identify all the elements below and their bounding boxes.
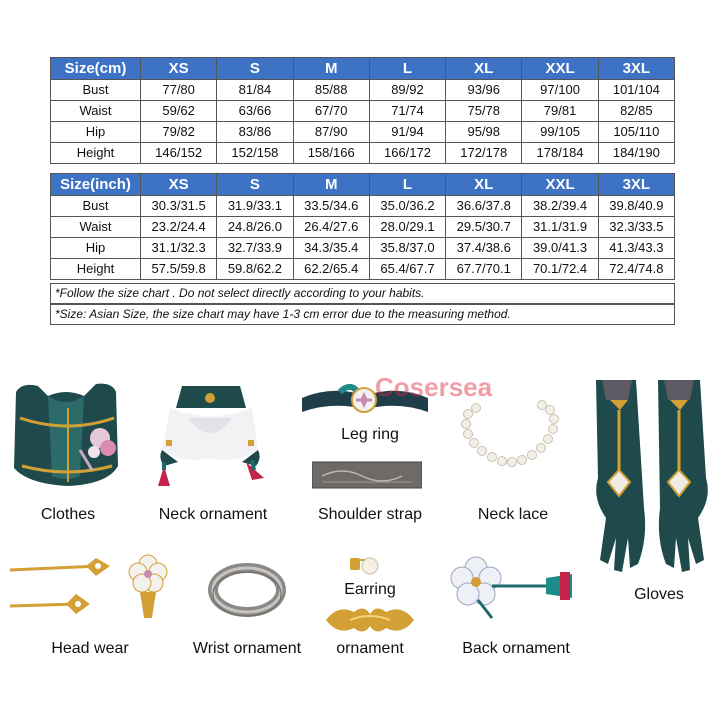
table-cell: 152/158 — [217, 143, 293, 164]
earring-label: Earring — [344, 581, 396, 598]
ornament-label: ornament — [336, 640, 404, 657]
neck-ornament-image — [148, 378, 272, 490]
table-cell: 99/105 — [522, 122, 598, 143]
table-cell: 75/78 — [446, 101, 522, 122]
table-cell: 26.4/27.6 — [293, 217, 369, 238]
table-cell: 31.9/33.1 — [217, 196, 293, 217]
table-cell: 105/110 — [598, 122, 674, 143]
table-cell: 184/190 — [598, 143, 674, 164]
wrist-ornament-label: Wrist ornament — [192, 640, 302, 657]
row-label: Hip — [51, 238, 141, 259]
header-cell: XXL — [522, 58, 598, 80]
table-row — [51, 196, 675, 217]
size-note-asian-size: *Size: Asian Size, the size chart may have 1-3 cm error due to the measuring method. — [50, 304, 675, 325]
table-cell: 59.8/62.2 — [217, 259, 293, 280]
table-cell: 158/166 — [293, 143, 369, 164]
row-label: Waist — [51, 101, 141, 122]
table-cell: 29.5/30.7 — [446, 217, 522, 238]
neck-lace-image — [458, 400, 564, 472]
table-cell: 87/90 — [293, 122, 369, 143]
table-cell: 41.3/43.3 — [598, 238, 674, 259]
table-cell: 95/98 — [446, 122, 522, 143]
head-wear-image — [6, 548, 174, 624]
header-cell: XS — [141, 58, 217, 80]
table-cell: 166/172 — [369, 143, 445, 164]
table-row — [51, 217, 675, 238]
table-cell: 31.1/32.3 — [141, 238, 217, 259]
header-cell: XL — [446, 58, 522, 80]
row-label: Bust — [51, 80, 141, 101]
table-cell: 71/74 — [369, 101, 445, 122]
table-cell: 93/96 — [446, 80, 522, 101]
gloves-image — [588, 378, 714, 578]
header-cell: XL — [446, 174, 522, 196]
leg-ring-label: Leg ring — [341, 426, 399, 443]
back-ornament-label: Back ornament — [462, 640, 570, 657]
table-cell: 72.4/74.8 — [598, 259, 674, 280]
row-label: Height — [51, 259, 141, 280]
table-cell: 67.7/70.1 — [446, 259, 522, 280]
header-cell: L — [369, 174, 445, 196]
table-cell: 35.8/37.0 — [369, 238, 445, 259]
earring-image — [344, 552, 380, 582]
row-label: Bust — [51, 196, 141, 217]
ornament-image — [320, 602, 420, 638]
table-cell: 31.1/31.9 — [522, 217, 598, 238]
table-cell: 39.0/41.3 — [522, 238, 598, 259]
clothes-label: Clothes — [40, 506, 96, 523]
table-cell: 28.0/29.1 — [369, 217, 445, 238]
table-cell: 178/184 — [522, 143, 598, 164]
wrist-ornament-image — [208, 560, 286, 622]
header-cell: 3XL — [598, 58, 674, 80]
gloves-label: Gloves — [634, 586, 684, 603]
table-cell: 82/85 — [598, 101, 674, 122]
header-cell: S — [217, 174, 293, 196]
table-cell: 77/80 — [141, 80, 217, 101]
header-cell: 3XL — [598, 174, 674, 196]
row-label: Hip — [51, 122, 141, 143]
header-cell: S — [217, 58, 293, 80]
table-cell: 30.3/31.5 — [141, 196, 217, 217]
size-chart-inch — [50, 173, 675, 280]
neck-ornament-label: Neck ornament — [158, 506, 268, 523]
table-cell: 101/104 — [598, 80, 674, 101]
watermark-logo: Cosersea — [375, 372, 493, 402]
header-cell: XS — [141, 174, 217, 196]
shoulder-strap-label: Shoulder strap — [317, 506, 423, 523]
table-cell: 79/82 — [141, 122, 217, 143]
table-cell: 85/88 — [293, 80, 369, 101]
size-note-habits: *Follow the size chart . Do not select directly according to your habits. — [50, 283, 675, 304]
header-cell: M — [293, 58, 369, 80]
table-cell: 81/84 — [217, 80, 293, 101]
header-cell: Size(inch) — [51, 174, 141, 196]
table-cell: 57.5/59.8 — [141, 259, 217, 280]
table-cell: 62.2/65.4 — [293, 259, 369, 280]
table-cell: 70.1/72.4 — [522, 259, 598, 280]
table-row — [51, 101, 675, 122]
table-cell: 33.5/34.6 — [293, 196, 369, 217]
head-wear-label: Head wear — [51, 640, 129, 657]
size-chart-inch-header — [51, 174, 675, 196]
back-ornament-image — [448, 552, 576, 624]
shoulder-strap-image — [312, 460, 422, 490]
table-cell: 97/100 — [522, 80, 598, 101]
table-cell: 89/92 — [369, 80, 445, 101]
table-cell: 23.2/24.4 — [141, 217, 217, 238]
neck-lace-label: Neck lace — [477, 506, 549, 523]
table-cell: 146/152 — [141, 143, 217, 164]
table-cell: 32.3/33.5 — [598, 217, 674, 238]
table-row — [51, 238, 675, 259]
table-cell: 79/81 — [522, 101, 598, 122]
table-cell: 36.6/37.8 — [446, 196, 522, 217]
table-cell: 35.0/36.2 — [369, 196, 445, 217]
table-cell: 39.8/40.9 — [598, 196, 674, 217]
table-cell: 32.7/33.9 — [217, 238, 293, 259]
table-cell: 172/178 — [446, 143, 522, 164]
table-row — [51, 80, 675, 101]
table-cell: 63/66 — [217, 101, 293, 122]
table-cell: 37.4/38.6 — [446, 238, 522, 259]
header-cell: L — [369, 58, 445, 80]
row-label: Height — [51, 143, 141, 164]
table-cell: 67/70 — [293, 101, 369, 122]
table-row — [51, 122, 675, 143]
row-label: Waist — [51, 217, 141, 238]
header-cell: Size(cm) — [51, 58, 141, 80]
table-cell: 59/62 — [141, 101, 217, 122]
size-chart-cm-header — [51, 58, 675, 80]
table-cell: 91/94 — [369, 122, 445, 143]
table-cell: 34.3/35.4 — [293, 238, 369, 259]
header-cell: M — [293, 174, 369, 196]
clothes-image — [8, 378, 126, 490]
size-chart-cm — [50, 57, 675, 164]
table-cell: 65.4/67.7 — [369, 259, 445, 280]
table-row — [51, 143, 675, 164]
table-cell: 24.8/26.0 — [217, 217, 293, 238]
table-row — [51, 259, 675, 280]
table-cell: 38.2/39.4 — [522, 196, 598, 217]
table-cell: 83/86 — [217, 122, 293, 143]
header-cell: XXL — [522, 174, 598, 196]
